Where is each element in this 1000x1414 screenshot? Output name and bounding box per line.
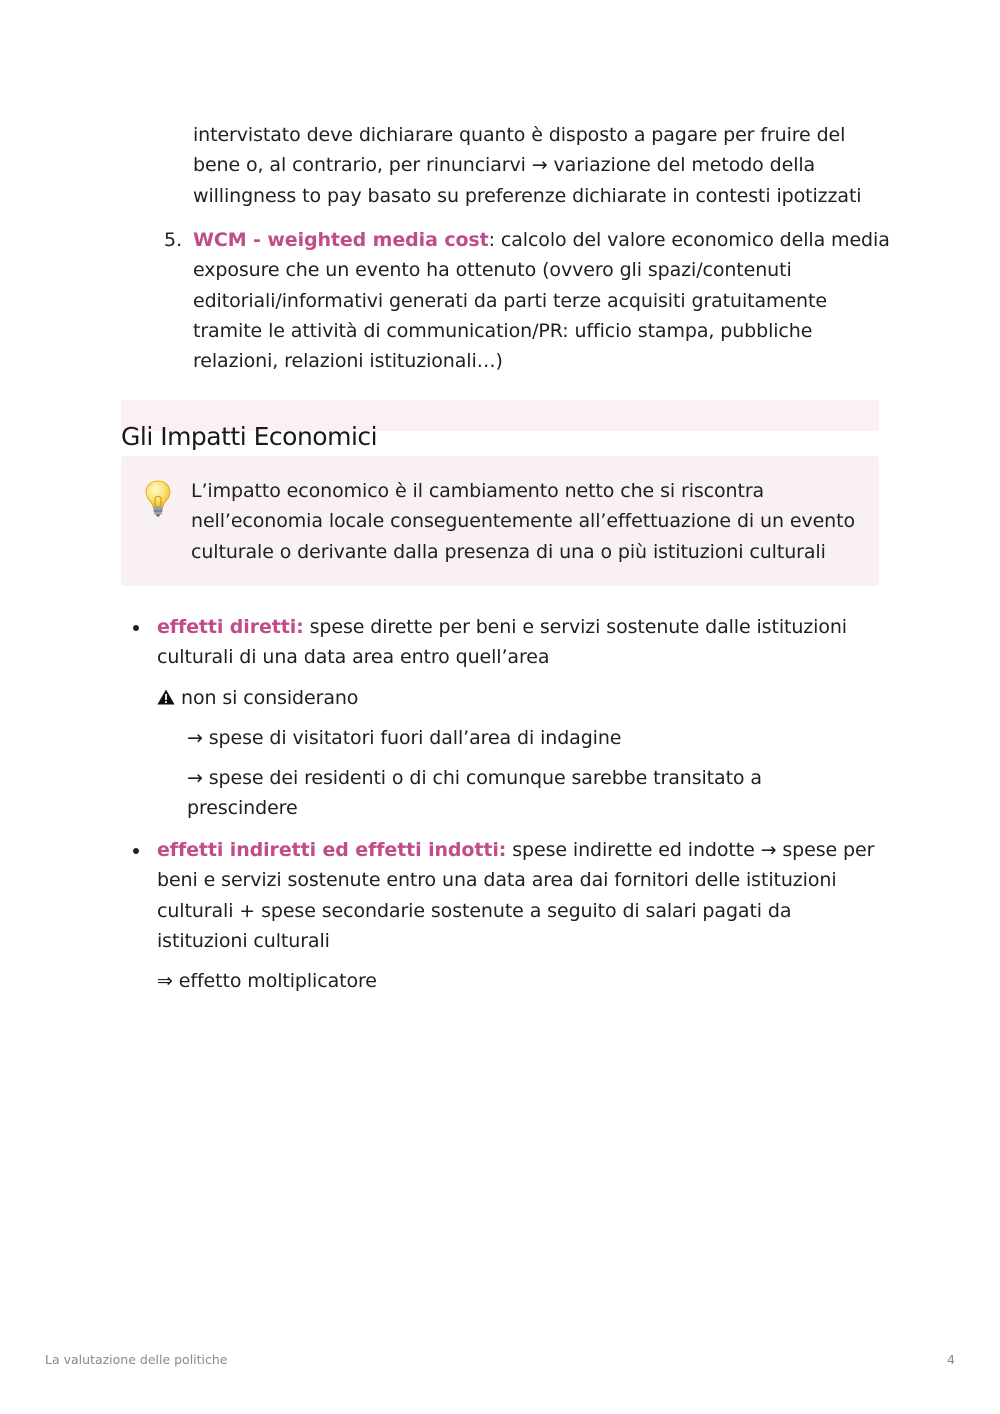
bullet-dot: [133, 625, 139, 631]
bullet-term: effetti diretti:: [157, 616, 304, 638]
callout-box: [121, 456, 879, 586]
sub-point: → spese dei residenti o di chi comunque sarebbe transitato a prescindere: [187, 767, 762, 820]
list-item-text: : calcolo del valore economico della media exposure che un evento ha ottenuto (ovvero gli spazi/contenuti editoriali/informativi generati da parti terze acquisiti gratuitamente tramite le attività di communication/PR: ufficio stampa, pubbliche relazioni, relazioni istituzionali…): [193, 229, 890, 373]
bullet-text: spese dirette per beni e servizi sostenute dalle istituzioni culturali di una data area entro quell’area: [157, 616, 847, 669]
page-number: 4: [947, 1352, 955, 1367]
list-item-number: 5.: [164, 229, 183, 251]
warning-icon: [157, 689, 175, 705]
sub-point: → spese di visitatori fuori dall’area di indagine: [187, 727, 622, 749]
bullet-item-effetti-diretti: [157, 612, 887, 673]
list-item-term: WCM - weighted media cost: [193, 229, 489, 251]
result-line: ⇒ effetto moltiplicatore: [157, 970, 377, 992]
bullet-text: spese indirette ed indotte → spese per beni e servizi sostenute entro una data area dai fornitori delle istituzioni culturali + spese secondarie sostenute a seguito di salari pagati da istituzioni culturali: [157, 839, 875, 952]
bullet-dot: [133, 848, 139, 854]
warning-text: non si considerano: [181, 687, 359, 709]
footer-title: La valutazione delle politiche: [45, 1352, 228, 1367]
section-heading: Gli Impatti Economici: [121, 421, 378, 451]
lightbulb-icon: [143, 478, 173, 518]
list-item-5: [193, 225, 893, 376]
warning-note: [157, 683, 857, 713]
list-item-4-continuation: intervistato deve dichiarare quanto è disposto a pagare per fruire del bene o, al contrario, per rinunciarvi → variazione del metodo della willingness to pay basato su preferenze dichiarate in contesti ipotizzati: [193, 124, 862, 207]
section-heading-highlight: [121, 400, 879, 451]
bullet-term: effetti indiretti ed effetti indotti:: [157, 839, 507, 861]
callout-text: L’impatto economico è il cambiamento netto che si riscontra nell’economia locale conseguentemente all’effettuazione di un evento culturale o derivante dalla presenza di una o più istituzioni culturali: [191, 480, 855, 563]
bullet-item-effetti-indiretti: [157, 835, 887, 956]
